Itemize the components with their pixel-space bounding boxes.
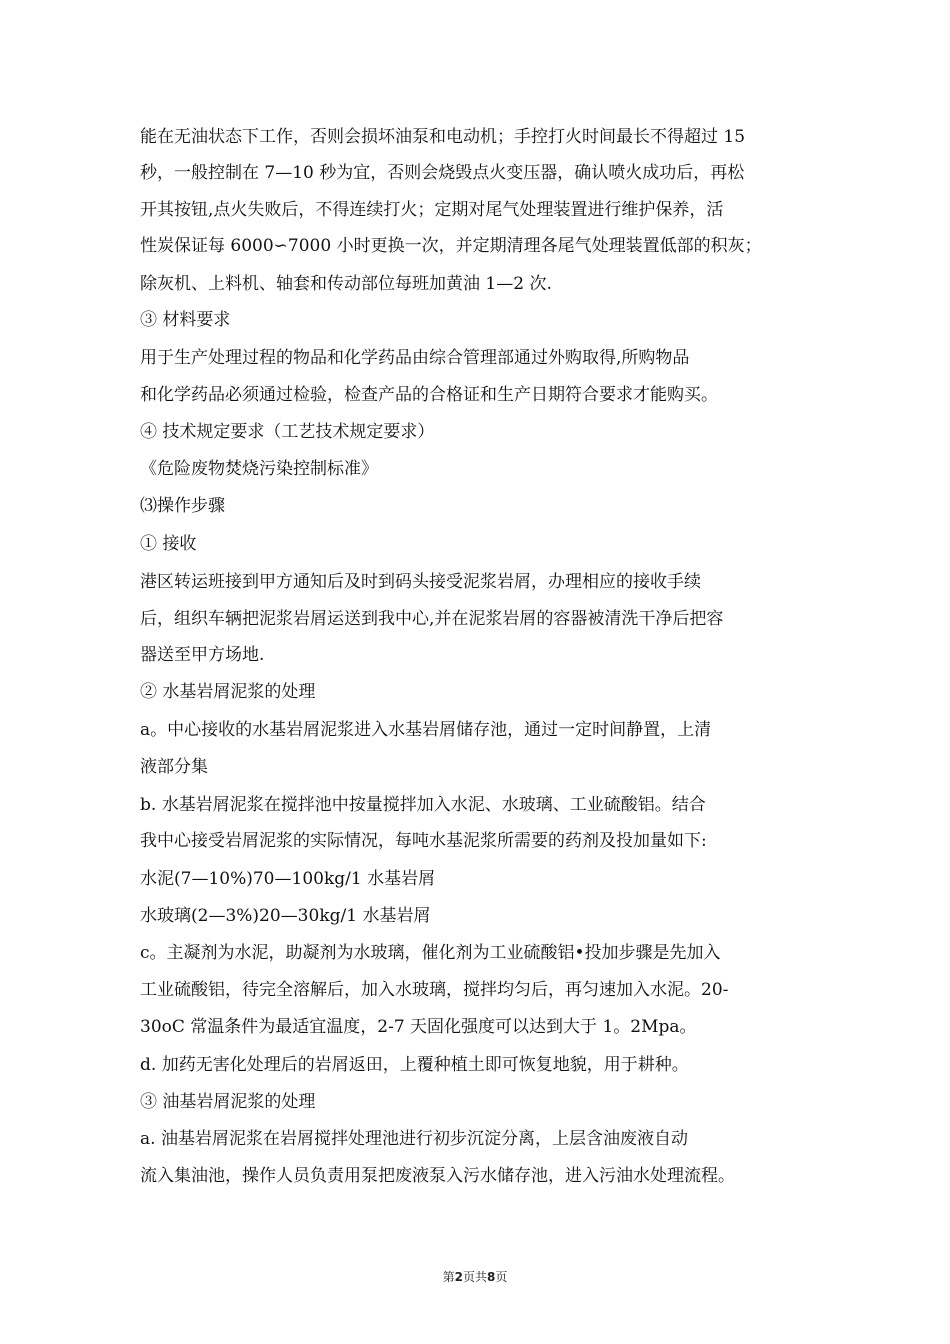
dosage-line: 水玻璃(2—3%)20—30kg/1 水基岩屑 [140, 906, 431, 926]
text-line: 用于生产处理过程的物品和化学药品由综合管理部通过外购取得,所购物品 [140, 348, 690, 368]
text-line: 除灰机、上料机、轴套和传动部位每班加黄油 1—2 次. [140, 274, 552, 294]
text-line: 流入集油池，操作人员负责用泵把废液泵入污水储存池，进入污油水处理流程。 [140, 1166, 735, 1186]
footer-page-number: 2 [454, 1270, 463, 1284]
text-line: a。中心接收的水基岩屑泥浆进入水基岩屑储存池，通过一定时间静置，上清 [140, 720, 712, 740]
text-line: 秒，一般控制在 7—10 秒为宜，否则会烧毁点火变压器，确认喷火成功后，再松 [140, 163, 745, 183]
text-line: 能在无油状态下工作，否则会损坏油泵和电动机；手控打火时间最长不得超过 15 [140, 127, 746, 147]
section-heading: ② 水基岩屑泥浆的处理 [140, 682, 316, 702]
text-line: 和化学药品必须通过检验，检查产品的合格证和生产日期符合要求才能购买。 [140, 385, 718, 405]
standard-title: 《危险废物焚烧污染控制标准》 [140, 459, 378, 479]
text-line: b. 水基岩屑泥浆在搅拌池中按量搅拌加入水泥、水玻璃、工业硫酸铝。结合 [140, 795, 706, 815]
text-line: 器送至甲方场地. [140, 645, 265, 665]
text-line: 开其按钮,点火失败后，不得连续打火；定期对尾气处理装置进行维护保养，活 [140, 200, 724, 220]
text-line: c。主凝剂为水泥，助凝剂为水玻璃，催化剂为工业硫酸铝•投加步骤是先加入 [140, 943, 721, 963]
text-line: a. 油基岩屑泥浆在岩屑搅拌处理池进行初步沉淀分离，上层含油废液自动 [140, 1129, 688, 1149]
text-line: 液部分集 [140, 757, 208, 777]
section-heading: ③ 油基岩屑泥浆的处理 [140, 1092, 316, 1112]
section-heading: ④ 技术规定要求（工艺技术规定要求） [140, 422, 435, 442]
text-line: 我中心接受岩屑泥浆的实际情况，每吨水基泥浆所需要的药剂及投加量如下: [140, 831, 707, 851]
section-heading: ① 接收 [140, 534, 197, 554]
footer-suffix: 页 [495, 1270, 508, 1284]
text-line: 港区转运班接到甲方通知后及时到码头接受泥浆岩屑，办理相应的接收手续 [140, 572, 701, 592]
dosage-line: 水泥(7—10%)70—100kg/1 水基岩屑 [140, 869, 436, 889]
text-line: d. 加药无害化处理后的岩屑返田，上覆种植土即可恢复地貌，用于耕种。 [140, 1055, 689, 1075]
text-line: 工业硫酸铝，待完全溶解后，加入水玻璃，搅拌均匀后，再匀速加入水泥。20- [140, 980, 729, 1000]
page-footer [0, 1269, 950, 1285]
text-line: 后，组织车辆把泥浆岩屑运送到我中心,并在泥浆岩屑的容器被清洗干净后把容 [140, 609, 724, 629]
footer-middle: 页共 [462, 1270, 487, 1284]
footer-total-pages: 8 [487, 1270, 496, 1284]
footer-prefix: 第 [442, 1270, 455, 1284]
section-heading: ③ 材料要求 [140, 310, 231, 330]
text-line: 性炭保证每 6000∽7000 小时更换一次，并定期清理各尾气处理装置低部的积灰； [140, 236, 762, 256]
section-heading: ⑶操作步骤 [140, 496, 225, 516]
text-line: 30oC 常温条件为最适宜温度，2-7 天固化强度可以达到大于 1。2Mpa。 [140, 1017, 697, 1037]
